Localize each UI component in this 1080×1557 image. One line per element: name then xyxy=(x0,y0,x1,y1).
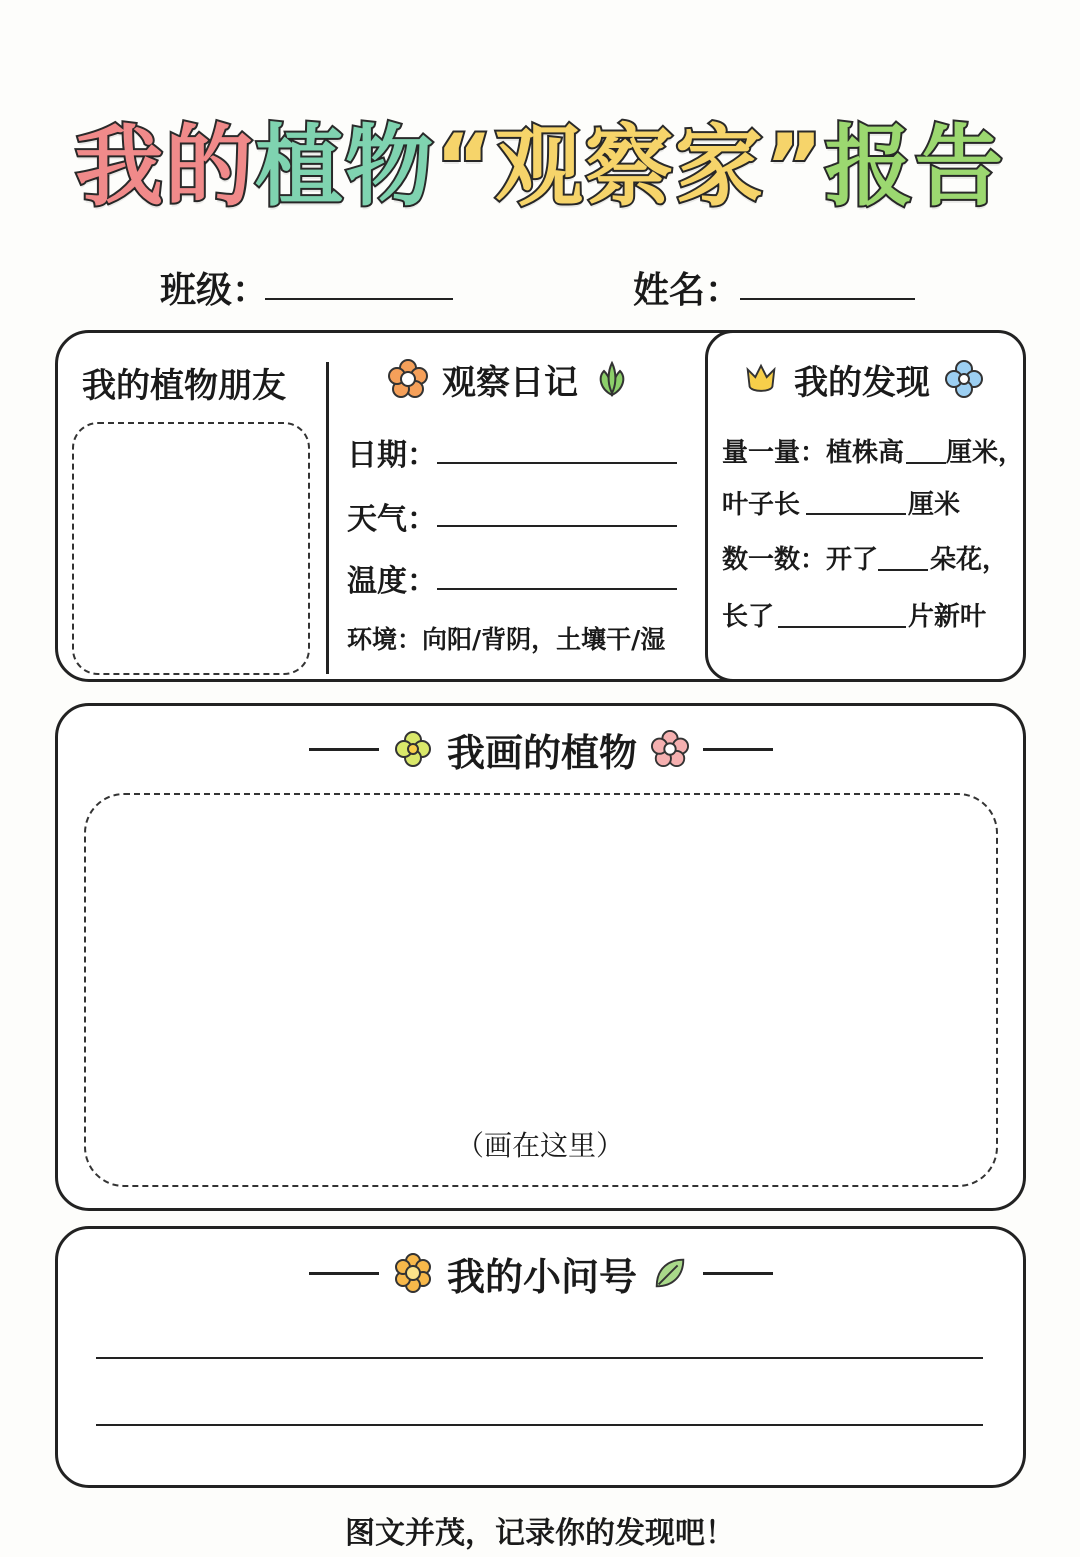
page-title xyxy=(0,100,1080,220)
count-flowers-unit: 朵花， xyxy=(930,545,1009,575)
plant-friend-title: 我的植物朋友 xyxy=(82,366,286,406)
questions-title: 我的小问号 xyxy=(446,1254,637,1299)
leaf-length-prefix: 叶子长 xyxy=(722,490,801,520)
leaf-length-field[interactable] xyxy=(806,513,906,515)
temperature-label: 温度： xyxy=(347,564,437,599)
leaf-length-unit: 厘米 xyxy=(908,490,961,520)
date-label: 日期： xyxy=(347,438,437,473)
blue-flower-icon xyxy=(944,359,984,399)
yellow-tulip-icon xyxy=(742,360,780,398)
diary-heading xyxy=(388,354,632,404)
new-leaves-unit: 片新叶 xyxy=(908,602,987,632)
name-label: 姓名： xyxy=(633,270,742,311)
drawing-title: 我画的植物 xyxy=(446,730,637,775)
orange-daisy-icon xyxy=(393,1253,433,1293)
diary-title: 观察日记 xyxy=(442,362,578,403)
measure-height-unit: 厘米， xyxy=(946,438,1025,468)
questions-heading xyxy=(296,1246,786,1300)
heading-dash-right xyxy=(703,1272,773,1275)
title-part-2: 植物 xyxy=(255,115,436,218)
green-leaf-icon xyxy=(651,1254,689,1292)
title-part-4: 报告 xyxy=(824,115,1005,218)
name-field[interactable] xyxy=(740,298,915,300)
environment-text: 环境：向阳/背阴，土壤干/湿 xyxy=(347,625,666,654)
measure-height-prefix: 量一量：植株高 xyxy=(722,438,905,468)
date-field[interactable] xyxy=(437,462,677,464)
discovery-title: 我的发现 xyxy=(794,362,930,403)
question-line-2[interactable] xyxy=(96,1424,983,1426)
class-field[interactable] xyxy=(265,298,453,300)
title-part-1: 我的 xyxy=(75,115,256,218)
new-leaves-prefix: 长了 xyxy=(722,602,775,632)
orange-flower-icon xyxy=(388,359,428,399)
question-line-1[interactable] xyxy=(96,1357,983,1359)
count-flowers-prefix: 数一数：开了 xyxy=(722,545,879,575)
class-label: 班级： xyxy=(160,270,269,311)
drawing-placeholder: （画在这里） xyxy=(455,1129,624,1162)
new-leaves-field[interactable] xyxy=(778,626,906,628)
discovery-heading xyxy=(742,354,984,404)
flower-count-field[interactable] xyxy=(878,569,928,571)
weather-label: 天气： xyxy=(347,502,437,537)
weather-field[interactable] xyxy=(437,525,677,527)
heading-dash-right xyxy=(703,748,773,751)
yellow-green-flower-icon xyxy=(393,729,433,769)
plant-height-field[interactable] xyxy=(906,462,946,464)
footer-text: 图文并茂，记录你的发现吧！ xyxy=(345,1516,735,1551)
pink-flower-icon xyxy=(651,730,689,768)
title-part-3: “观察家” xyxy=(435,115,825,218)
column-divider xyxy=(326,362,329,674)
heading-dash-left xyxy=(309,748,379,751)
green-sprout-icon xyxy=(592,359,632,399)
temperature-field[interactable] xyxy=(437,588,677,590)
plant-photo-area[interactable] xyxy=(72,422,310,675)
drawing-heading xyxy=(296,722,786,776)
heading-dash-left xyxy=(309,1272,379,1275)
